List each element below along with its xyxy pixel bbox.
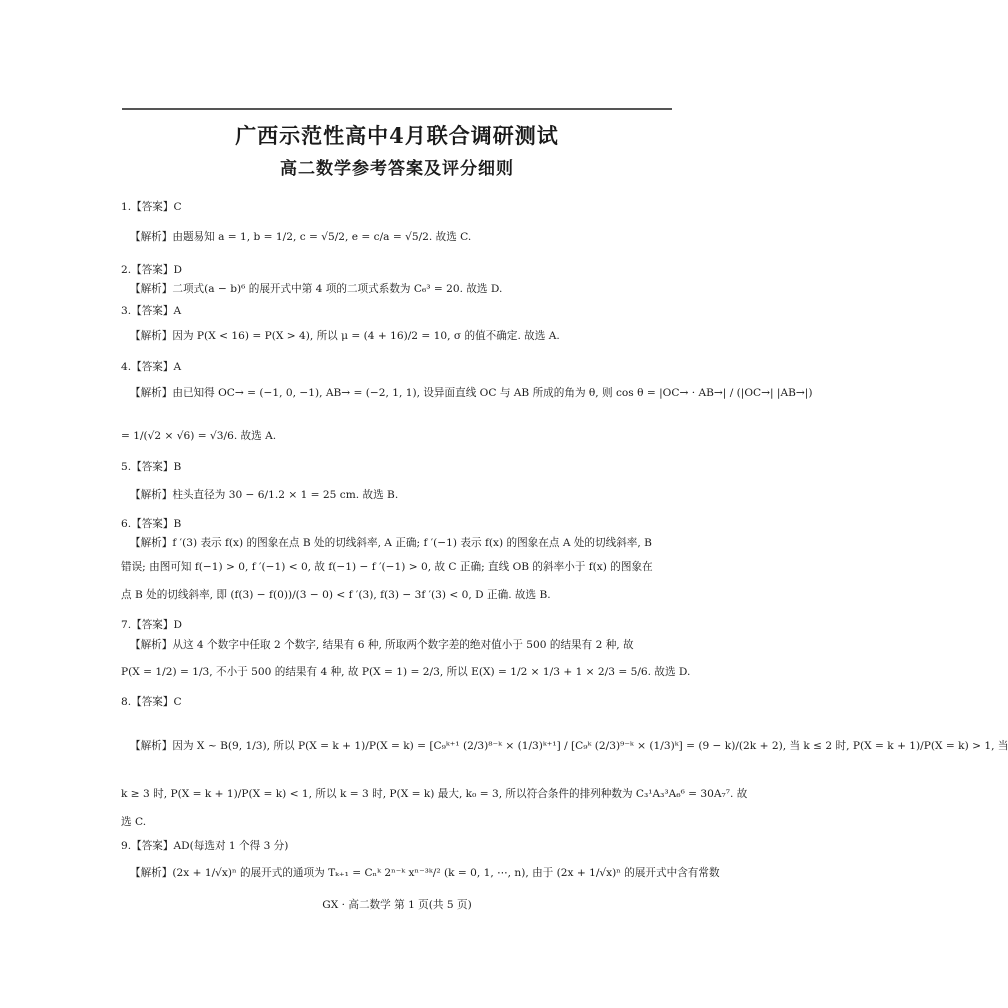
answer-line: 2.【答案】D <box>121 264 182 276</box>
answer-line: 【解析】柱头直径为 30 − 6/1.2 × 1 = 25 cm. 故选 B. <box>130 489 399 501</box>
answer-line: 错误; 由图可知 f(−1) > 0, f ′(−1) < 0, 故 f(−1) − f ′(−1) > 0, 故 C 正确; 直线 OB 的斜率小于 f(x) 的图象在 <box>121 561 653 573</box>
page-footer: GX · 高二数学 第 1 页(共 5 页) <box>322 899 472 911</box>
answer-line: P(X = 1/2) = 1/3, 不小于 500 的结果有 4 种, 故 P(X = 1) = 2/3, 所以 E(X) = 1/2 × 1/3 + 1 × 2/3 = 5/6. 故选 D. <box>121 666 691 678</box>
answer-line: 5.【答案】B <box>121 461 182 473</box>
answer-line: 7.【答案】D <box>121 619 182 631</box>
answer-line: 【解析】从这 4 个数字中任取 2 个数字, 结果有 6 种, 所取两个数字差的绝对值小于 500 的结果有 2 种, 故 <box>130 639 634 651</box>
answer-line: 点 B 处的切线斜率, 即 (f(3) − f(0))/(3 − 0) < f ′(3), f(3) − 3f ′(3) < 0, D 正确. 故选 B. <box>121 589 551 601</box>
header-rule <box>122 108 672 110</box>
answer-line: 3.【答案】A <box>121 305 182 317</box>
answer-line: 4.【答案】A <box>121 361 182 373</box>
answer-line: k ≥ 3 时, P(X = k + 1)/P(X = k) < 1, 所以 k = 3 时, P(X = k) 最大, k₀ = 3, 所以符合条件的排列种数为 C₃¹A₃³A₆⁶ = 30A₇⁷. 故 <box>121 788 748 800</box>
answer-line: 8.【答案】C <box>121 696 182 708</box>
answer-line: 【解析】因为 P(X < 16) = P(X > 4), 所以 μ = (4 + 16)/2 = 10, σ 的值不确定. 故选 A. <box>130 330 560 342</box>
answer-line: 【解析】(2x + 1/√x)ⁿ 的展开式的通项为 Tₖ₊₁ = Cₙᵏ 2ⁿ⁻ᵏ xⁿ⁻³ᵏ/² (k = 0, 1, ⋯, n), 由于 (2x + 1/√x)ⁿ 的展开式中含有常数 <box>130 867 720 879</box>
answer-line: 【解析】由题易知 a = 1, b = 1/2, c = √5/2, e = c/a = √5/2. 故选 C. <box>130 231 472 243</box>
answer-line: 1.【答案】C <box>121 201 182 213</box>
answer-line: 9.【答案】AD(每选对 1 个得 3 分) <box>121 840 289 852</box>
answer-line: 【解析】因为 X ~ B(9, 1/3), 所以 P(X = k + 1)/P(X = k) = [C₉ᵏ⁺¹ (2/3)⁸⁻ᵏ × (1/3)ᵏ⁺¹] / [C₉ᵏ (2/3)⁹⁻ᵏ × (1/3)ᵏ] = (9 − k)/(2k + 2), 当 k ≤ 2 时, P(X = k + 1)/P(X = k) > 1, 当 <box>130 740 1008 752</box>
document-subtitle: 高二数学参考答案及评分细则 <box>280 159 514 179</box>
answer-line: 【解析】f ′(3) 表示 f(x) 的图象在点 B 处的切线斜率, A 正确; f ′(−1) 表示 f(x) 的图象在点 A 处的切线斜率, B <box>130 537 652 549</box>
answer-line: = 1/(√2 × √6) = √3/6. 故选 A. <box>121 430 277 442</box>
answer-line: 选 C. <box>121 816 147 828</box>
answer-line: 【解析】二项式(a − b)⁶ 的展开式中第 4 项的二项式系数为 C₆³ = 20. 故选 D. <box>130 283 503 295</box>
document-title: 广西示范性高中4月联合调研测试 <box>235 123 559 148</box>
answer-line: 【解析】由已知得 OC→ = (−1, 0, −1), AB→ = (−2, 1, 1), 设异面直线 OC 与 AB 所成的角为 θ, 则 cos θ = |OC→ · AB→| / (|OC→| |AB→|) <box>130 387 813 399</box>
answer-line: 6.【答案】B <box>121 518 182 530</box>
